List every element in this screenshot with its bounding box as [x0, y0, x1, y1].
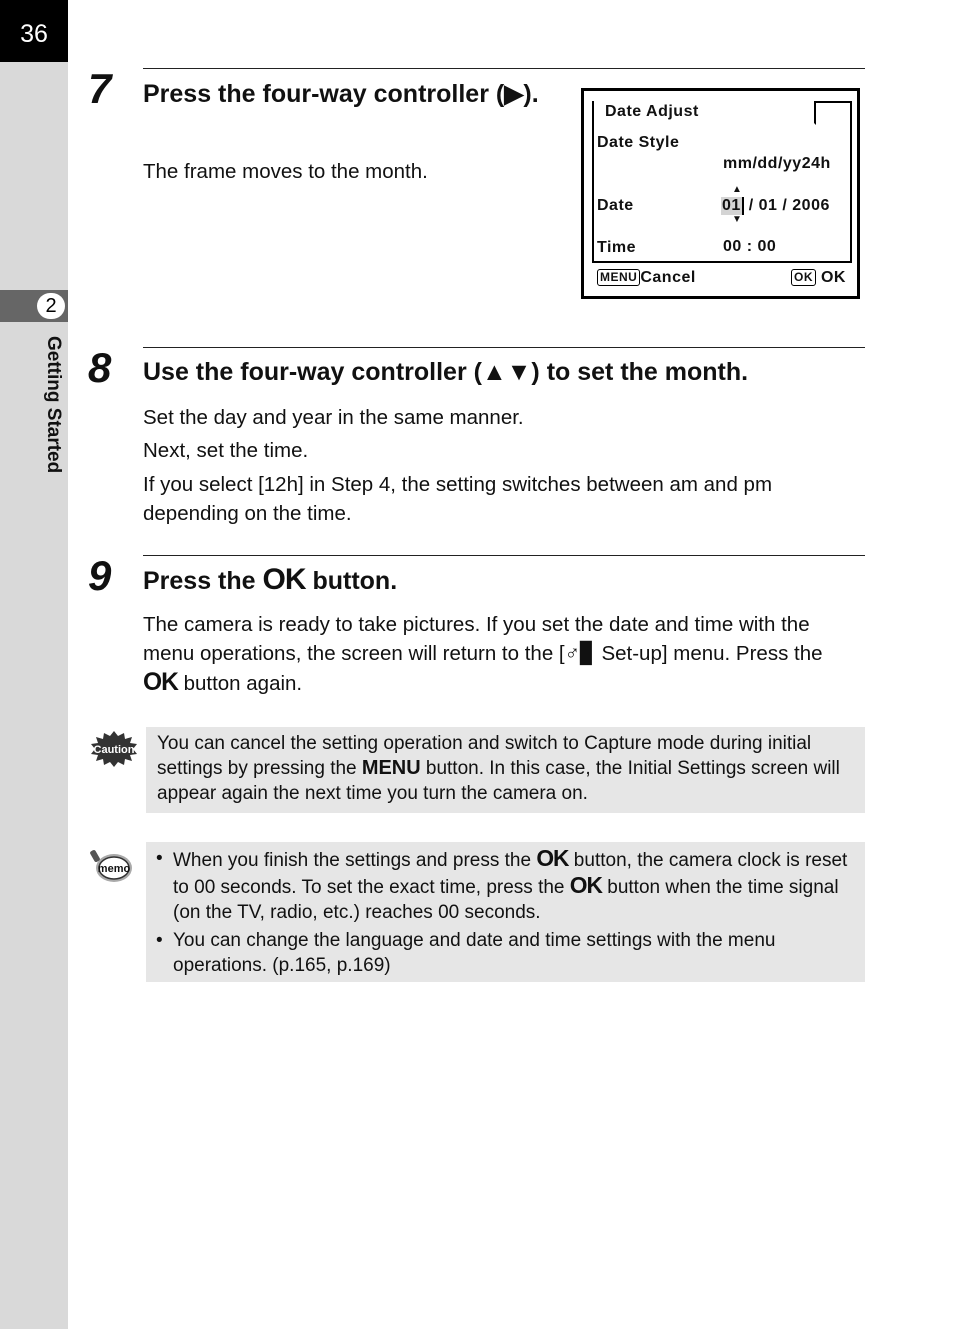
step-7-body: The frame moves to the month. — [143, 160, 428, 183]
date-label: Date — [597, 197, 634, 214]
memo-icon — [90, 848, 134, 884]
step-8-number: 8 — [88, 344, 112, 391]
memo-list-item — [146, 846, 853, 925]
step-7-heading: Press the four-way controller (▶). — [143, 80, 539, 108]
memo-item-1-text-c: button when the time signal (on the TV, radio, etc.) reaches 00 seconds. — [173, 877, 839, 923]
date-month-selected: 01 — [721, 197, 744, 215]
step-9-rule — [143, 555, 865, 556]
chapter-number: 2 — [37, 293, 65, 319]
memo-list-item: • You can change the language and date and time settings with the menu operations. (p.165, p.169) — [146, 928, 853, 978]
ok-button-icon: OK — [569, 872, 602, 898]
ok-hint — [791, 269, 846, 287]
margin-strip — [0, 0, 68, 1329]
step-8-body-3: If you select [12h] in Step 4, the setting switches between am and pm depending on the time. — [143, 473, 773, 525]
step-9-body-text-a: The camera is ready to take pictures. If you set the date and time with the menu operations, the screen will return to the [ — [143, 613, 810, 665]
svg-text:Caution: Caution — [93, 744, 135, 756]
date-style-value: mm/dd/yy24h — [723, 155, 831, 172]
step-7-number: 7 — [88, 65, 112, 112]
date-rest: / 01 / 2006 — [748, 197, 830, 214]
step-9-body-text-c: button again. — [177, 672, 303, 695]
chapter-title: Getting Started — [43, 336, 64, 474]
screen-title: Date Adjust — [594, 101, 816, 125]
setup-menu-icon: ♂▊ — [564, 642, 596, 665]
ok-button-icon: OK — [536, 845, 569, 871]
step-9-heading-text-a: Press the — [143, 567, 263, 595]
caution-icon — [90, 731, 138, 767]
cancel-label: Cancel — [640, 269, 696, 286]
svg-text:memo: memo — [97, 863, 131, 875]
ok-key-icon: OK — [791, 269, 816, 286]
cancel-hint — [597, 269, 696, 287]
menu-key-icon: MENU — [597, 269, 640, 286]
camera-screen-date-adjust — [581, 88, 860, 299]
caution-text-a: You can cancel the setting operation and switch to Capture mode during initial settings by pressing the — [157, 733, 812, 779]
caution-text-b: button. In this case, the Initial Settings screen will appear again the next time you turn the camera on. — [157, 758, 840, 804]
step-9-body — [143, 610, 863, 698]
step-7-rule — [143, 68, 865, 69]
memo-item-1-text-a: When you finish the settings and press the — [173, 850, 537, 871]
down-arrow-icon: ▼ — [732, 214, 743, 225]
memo-list — [146, 846, 853, 978]
memo-item-1-text-b: button, the camera clock is reset to 00 seconds. To set the exact time, press the — [173, 850, 848, 898]
menu-button-icon: MENU — [361, 757, 421, 779]
time-label: Time — [597, 239, 637, 256]
step-8-rule — [143, 347, 865, 348]
step-8-body-2: Next, set the time. — [143, 439, 309, 462]
ok-button-icon: OK — [143, 669, 178, 696]
step-9-heading — [143, 564, 863, 597]
step-9-heading-text-b: button. — [305, 567, 398, 595]
up-arrow-icon: ▲ — [732, 184, 743, 195]
date-style-label: Date Style — [597, 134, 680, 151]
time-value: 00 : 00 — [723, 238, 777, 255]
date-value — [721, 197, 830, 215]
ok-label: OK — [820, 269, 846, 286]
step-8-body-1: Set the day and year in the same manner. — [143, 406, 524, 429]
step-8-heading: Use the four-way controller (▲▼) to set the month. — [143, 358, 749, 386]
caution-note — [146, 727, 865, 813]
page-number: 36 — [0, 0, 68, 62]
ok-button-icon: OK — [262, 563, 306, 596]
step-9-body-text-b: Set-up] menu. Press the — [595, 642, 823, 665]
memo-note — [146, 842, 865, 982]
step-9-number: 9 — [88, 552, 112, 599]
